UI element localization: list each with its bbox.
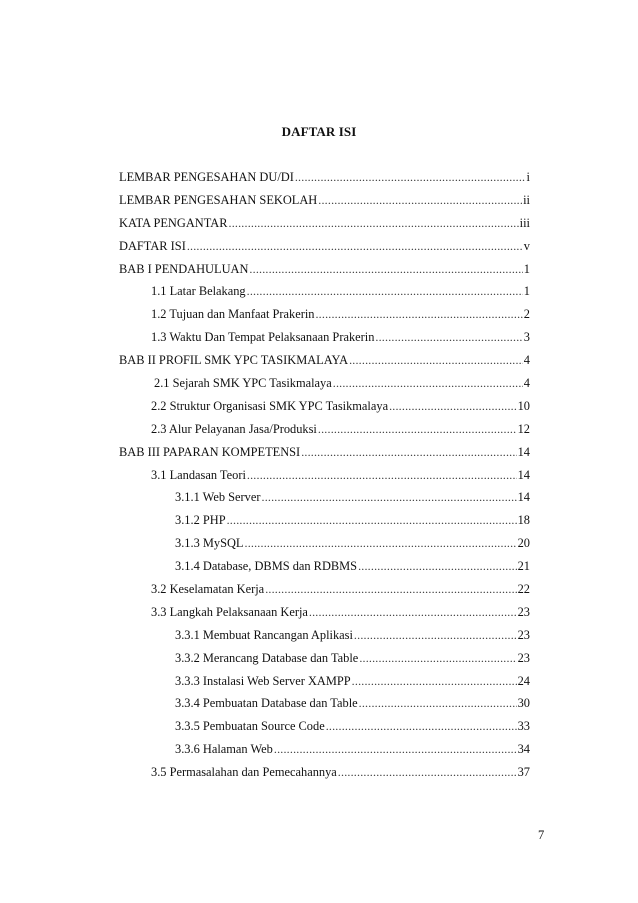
toc-entry-label: 1.1 Latar Belakang xyxy=(151,284,246,299)
dot-leader xyxy=(315,307,522,322)
toc-entry-page: 14 xyxy=(517,490,530,505)
toc-entry xyxy=(119,307,530,330)
toc-entry-label: 3.3.4 Pembuatan Database dan Table xyxy=(175,696,358,711)
toc-entry-page: 20 xyxy=(517,536,530,551)
toc-entry xyxy=(119,628,530,651)
toc-entry xyxy=(119,605,530,628)
toc-entry-label: 3.1.2 PHP xyxy=(175,513,226,528)
dot-leader xyxy=(326,719,517,734)
dot-leader xyxy=(333,376,523,391)
dot-leader xyxy=(274,742,517,757)
table-of-contents xyxy=(119,170,530,788)
toc-entry-page: 3 xyxy=(523,330,530,345)
toc-entry-page: 21 xyxy=(517,559,530,574)
dot-leader xyxy=(227,513,517,528)
dot-leader xyxy=(229,216,519,231)
toc-entry-page: 1 xyxy=(523,284,530,299)
toc-entry-page: 22 xyxy=(517,582,530,597)
toc-entry xyxy=(119,719,530,742)
toc-entry-page: 2 xyxy=(523,307,530,322)
dot-leader xyxy=(295,170,526,185)
toc-entry-page: iii xyxy=(519,215,530,230)
toc-entry-label: 3.1 Landasan Teori xyxy=(151,467,246,482)
toc-entry-page: 14 xyxy=(517,467,530,482)
dot-leader xyxy=(359,696,517,711)
toc-entry xyxy=(119,696,530,719)
toc-entry xyxy=(119,674,530,697)
dot-leader xyxy=(318,422,517,437)
dot-leader xyxy=(309,605,517,620)
dot-leader xyxy=(354,628,517,643)
toc-entry xyxy=(119,170,530,193)
toc-entry-label: 3.3.6 Halaman Web xyxy=(175,742,273,757)
toc-entry-label: 3.5 Permasalahan dan Pemecahannya xyxy=(151,765,337,780)
toc-entry xyxy=(119,468,530,491)
dot-leader xyxy=(262,490,517,505)
toc-entry-label: 3.2 Keselamatan Kerja xyxy=(151,582,265,597)
toc-entry xyxy=(119,216,530,239)
toc-entry-label: 2.3 Alur Pelayanan Jasa/Produksi xyxy=(151,421,317,436)
toc-entry-page: 34 xyxy=(517,742,530,757)
dot-leader xyxy=(249,262,522,277)
toc-entry xyxy=(119,490,530,513)
toc-entry-page: 18 xyxy=(517,513,530,528)
dot-leader xyxy=(375,330,522,345)
dot-leader xyxy=(349,353,523,368)
toc-entry-label: LEMBAR PENGESAHAN DU/DI xyxy=(119,170,294,184)
toc-entry xyxy=(119,239,530,262)
dot-leader xyxy=(318,193,522,208)
toc-entry-page: 33 xyxy=(517,719,530,734)
toc-entry-label: BAB III PAPARAN KOMPETENSI xyxy=(119,444,301,459)
toc-entry xyxy=(119,582,530,605)
dot-leader xyxy=(187,239,523,254)
toc-entry xyxy=(119,330,530,353)
toc-entry-page: 23 xyxy=(517,650,530,665)
toc-entry xyxy=(119,353,530,376)
toc-entry-label: 1.3 Waktu Dan Tempat Pelaksanaan Prakerin xyxy=(151,330,375,345)
toc-entry-label: BAB I PENDAHULUAN xyxy=(119,261,249,276)
dot-leader xyxy=(301,445,516,460)
toc-entry-page: 23 xyxy=(517,604,530,619)
toc-entry-page: 12 xyxy=(517,421,530,436)
dot-leader xyxy=(358,559,517,574)
toc-entry xyxy=(119,765,530,788)
toc-entry-page: 24 xyxy=(517,673,530,688)
dot-leader xyxy=(247,468,517,483)
dot-leader xyxy=(265,582,516,597)
toc-entry-page: v xyxy=(523,238,530,253)
toc-entry xyxy=(119,651,530,674)
dot-leader xyxy=(245,536,517,551)
toc-entry xyxy=(119,284,530,307)
toc-entry-label: 3.1.4 Database, DBMS dan RDBMS xyxy=(175,559,358,574)
dot-leader xyxy=(359,651,516,666)
toc-entry-label: KATA PENGANTAR xyxy=(119,215,228,230)
toc-entry-label: DAFTAR ISI xyxy=(119,238,186,253)
dot-leader xyxy=(338,765,517,780)
page-number: 7 xyxy=(538,828,545,842)
toc-entry xyxy=(119,742,530,765)
dot-leader xyxy=(352,674,517,689)
dot-leader xyxy=(389,399,517,414)
toc-entry xyxy=(119,376,530,399)
toc-entry-label: 3.3 Langkah Pelaksanaan Kerja xyxy=(151,604,308,619)
toc-entry-label: 3.3.5 Pembuatan Source Code xyxy=(175,719,325,734)
toc-entry xyxy=(119,399,530,422)
page-title: DAFTAR ISI xyxy=(281,124,357,139)
toc-entry-page: i xyxy=(526,170,530,184)
toc-entry-page: 23 xyxy=(517,627,530,642)
toc-entry-page: 10 xyxy=(517,398,530,413)
toc-entry-label: 2.1 Sejarah SMK YPC Tasikmalaya xyxy=(154,376,332,391)
toc-entry xyxy=(119,193,530,216)
toc-entry-label: 1.2 Tujuan dan Manfaat Prakerin xyxy=(151,307,315,322)
toc-entry-page: 37 xyxy=(517,765,530,780)
toc-entry xyxy=(119,536,530,559)
toc-entry-page: 1 xyxy=(523,261,530,276)
toc-entry xyxy=(119,559,530,582)
toc-entry-label: 3.3.1 Membuat Rancangan Aplikasi xyxy=(175,627,353,642)
toc-entry-page: 30 xyxy=(517,696,530,711)
toc-entry-label: BAB II PROFIL SMK YPC TASIKMALAYA xyxy=(119,353,349,368)
toc-entry xyxy=(119,262,530,285)
toc-entry-label: 3.1.3 MySQL xyxy=(175,536,244,551)
toc-entry-label: 3.1.1 Web Server xyxy=(175,490,261,505)
toc-entry-label: 3.3.3 Instalasi Web Server XAMPP xyxy=(175,673,351,688)
dot-leader xyxy=(247,284,523,299)
toc-entry-label: 2.2 Struktur Organisasi SMK YPC Tasikmalaya xyxy=(151,398,389,413)
toc-entry xyxy=(119,513,530,536)
toc-entry xyxy=(119,445,530,468)
toc-entry xyxy=(119,422,530,445)
toc-entry-page: 4 xyxy=(523,353,530,368)
toc-entry-label: LEMBAR PENGESAHAN SEKOLAH xyxy=(119,192,318,207)
toc-entry-page: 4 xyxy=(523,376,530,391)
toc-entry-page: ii xyxy=(523,192,530,207)
toc-entry-label: 3.3.2 Merancang Database dan Table xyxy=(175,650,359,665)
toc-entry-page: 14 xyxy=(517,444,530,459)
